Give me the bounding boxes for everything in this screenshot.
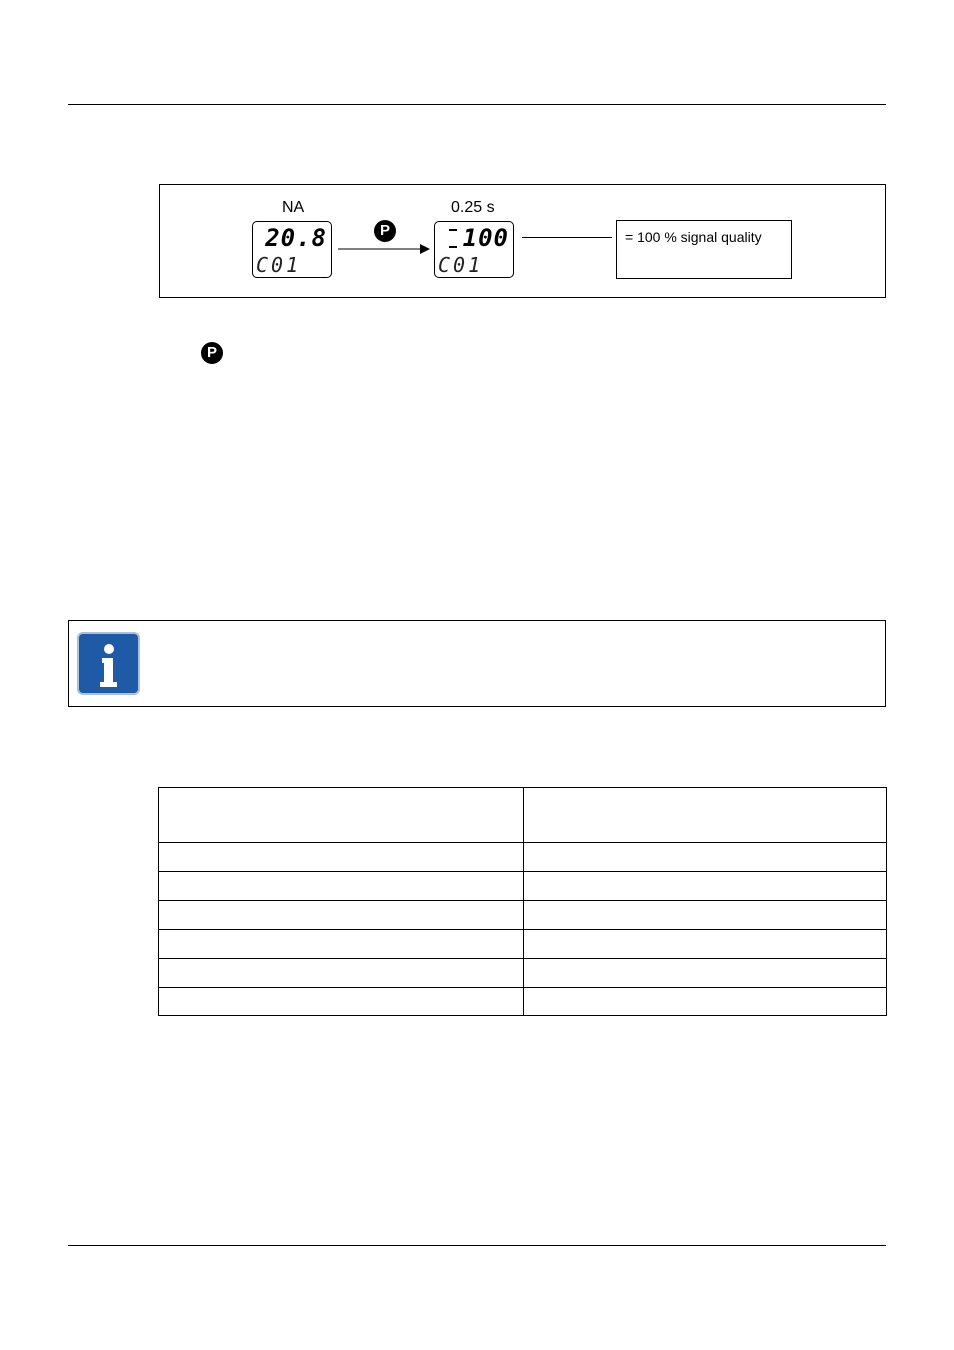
display-sequence-figure	[159, 184, 886, 298]
table-row	[159, 930, 887, 959]
table-row	[159, 988, 887, 1016]
arrow-right-icon	[336, 241, 431, 257]
table-cell	[524, 988, 887, 1016]
display2-label: 0.25 s	[451, 199, 495, 216]
table-cell	[159, 872, 524, 901]
table-row	[159, 843, 887, 872]
lcd1-bottom-value: C01	[256, 253, 302, 277]
table-cell	[159, 901, 524, 930]
signal-quality-callout: = 100 % signal quality	[616, 220, 792, 279]
table-header-row	[159, 788, 887, 843]
table-cell	[159, 843, 524, 872]
table-cell	[159, 988, 524, 1016]
table-header-cell	[524, 788, 887, 843]
p-key-icon: P	[201, 342, 223, 364]
info-icon	[79, 634, 138, 693]
lcd-display-1	[252, 221, 332, 278]
table-cell	[524, 872, 887, 901]
footer-rule	[68, 1245, 886, 1246]
table-cell	[524, 843, 887, 872]
callout-leader-line	[522, 237, 612, 238]
info-note-box	[68, 620, 886, 707]
table-header-cell	[159, 788, 524, 843]
table-cell	[524, 901, 887, 930]
table-row	[159, 901, 887, 930]
segment-bar-icon	[449, 229, 457, 231]
table-cell	[159, 959, 524, 988]
p-key-icon: P	[374, 220, 396, 242]
lcd-display-2	[434, 221, 514, 278]
display1-label: NA	[282, 199, 305, 216]
table-cell	[524, 930, 887, 959]
header-rule	[68, 104, 886, 105]
table-row	[159, 872, 887, 901]
data-table	[158, 787, 887, 1016]
lcd2-top-value: 100	[462, 224, 509, 252]
table-row	[159, 959, 887, 988]
lcd1-top-value: 20.8	[265, 224, 327, 252]
table-cell	[159, 930, 524, 959]
lcd2-bottom-value: C01	[438, 253, 484, 277]
table-cell	[524, 959, 887, 988]
segment-bar-icon	[449, 246, 457, 248]
